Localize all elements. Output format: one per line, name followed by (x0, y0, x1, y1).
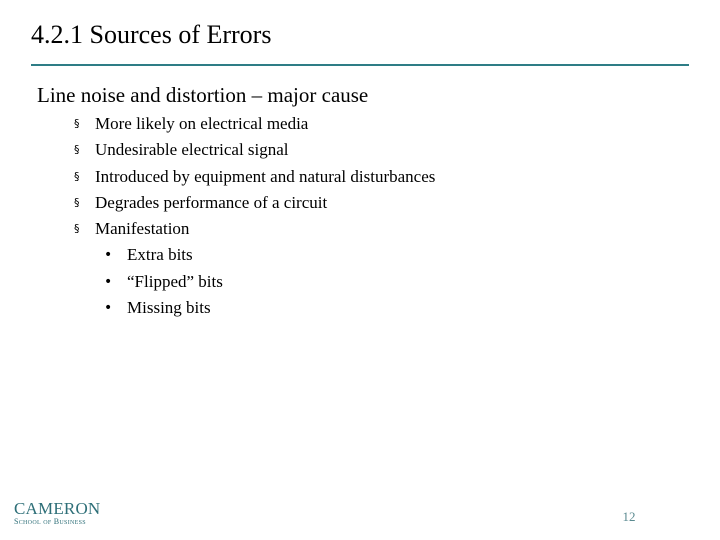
main-point: Line noise and distortion – major cause (37, 83, 369, 107)
bullet-marker-icon: § (74, 195, 80, 209)
title-divider (31, 64, 689, 66)
page-number: 12 (622, 509, 636, 524)
bullet-text: More likely on electrical media (95, 114, 309, 133)
slide-title: 4.2.1 Sources of Errors (31, 20, 272, 49)
bullet-text: Degrades performance of a circuit (95, 192, 328, 212)
bullet-text: Introduced by equipment and natural disturbances (95, 166, 436, 186)
dot-bullet-icon: • (104, 300, 113, 316)
bullet-marker-icon: § (74, 143, 80, 157)
sub-bullet-text: “Flipped” bits (127, 271, 223, 291)
bullet-marker-icon: § (74, 117, 80, 130)
bullet-text: Manifestation (95, 219, 190, 239)
sub-bullet-text: Extra bits (127, 245, 193, 264)
logo-subtitle: School of Business (14, 517, 86, 526)
bullet-marker-icon: § (74, 222, 80, 236)
cameron-logo (14, 500, 104, 530)
dot-bullet-icon: • (104, 273, 113, 290)
sub-bullet-text: Missing bits (127, 298, 211, 317)
bullet-text: Undesirable electrical signal (95, 140, 289, 160)
dot-bullet-icon: • (104, 247, 113, 263)
bullet-marker-icon: § (74, 169, 80, 183)
logo-wordmark: CAMERON (14, 499, 101, 518)
